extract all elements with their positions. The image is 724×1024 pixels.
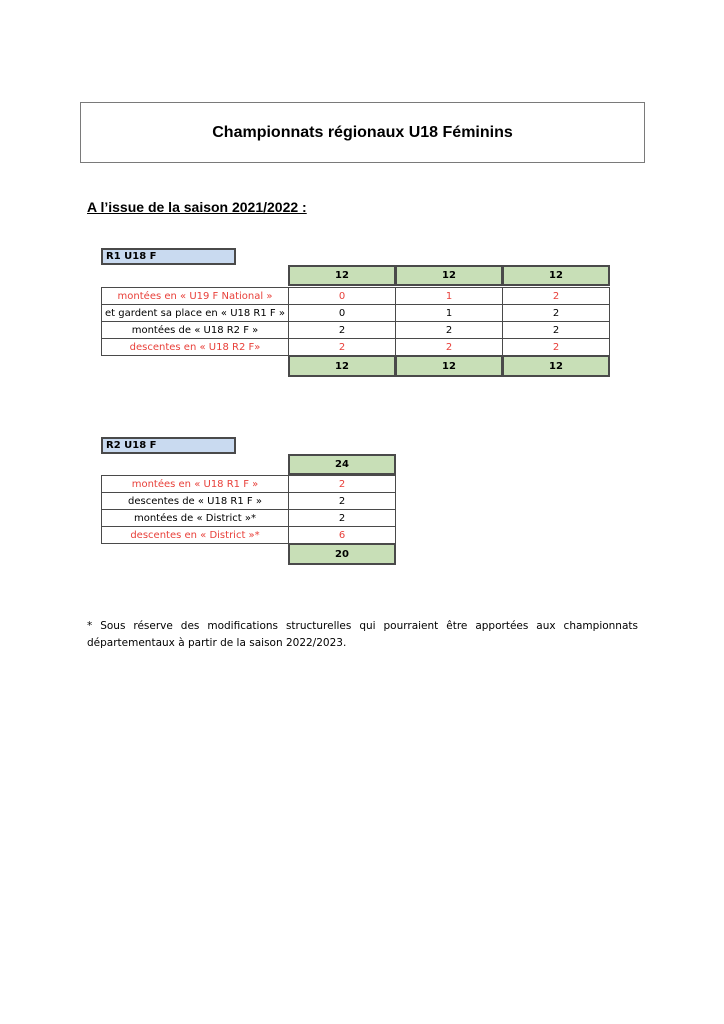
r1-tag: R1 U18 F xyxy=(101,248,236,265)
r2-tag: R2 U18 F xyxy=(101,437,236,454)
r2-row-value: 2 xyxy=(288,509,396,527)
r1-bottom-value: 12 xyxy=(395,355,503,377)
r1-top-value: 12 xyxy=(395,265,503,286)
r1-row-value: 0 xyxy=(288,304,396,322)
r2-row-label: montées en « U18 R1 F » xyxy=(101,475,289,493)
r1-row-label: et gardent sa place en « U18 R1 F » xyxy=(101,304,289,322)
r1-row-value: 2 xyxy=(502,304,610,322)
r1-row-value: 1 xyxy=(395,287,503,305)
r2-row-label: descentes de « U18 R1 F » xyxy=(101,492,289,510)
r1-row-value: 2 xyxy=(502,287,610,305)
r1-bottom-value: 12 xyxy=(502,355,610,377)
r2-top-value: 24 xyxy=(288,454,396,475)
document-title: Championnats régionaux U18 Féminins xyxy=(212,123,513,141)
r1-row-label: descentes en « U18 R2 F» xyxy=(101,338,289,356)
document-title-box xyxy=(80,102,645,163)
footnote: * Sous réserve des modifications structurelles qui pourraient être apportées aux championnats départementaux à partir de la saison 2022/2023. xyxy=(87,620,638,649)
r2-row-value: 6 xyxy=(288,526,396,544)
r1-row-value: 1 xyxy=(395,304,503,322)
r1-row-value: 2 xyxy=(288,338,396,356)
r2-row-value: 2 xyxy=(288,492,396,510)
r1-bottom-value: 12 xyxy=(288,355,396,377)
r2-row-label: descentes en « District »* xyxy=(101,526,289,544)
r1-row-value: 2 xyxy=(395,338,503,356)
section-heading: A l’issue de la saison 2021/2022 : xyxy=(87,199,307,215)
r1-row-label: montées en « U19 F National » xyxy=(101,287,289,305)
r1-row-value: 2 xyxy=(288,321,396,339)
r1-row-value: 2 xyxy=(502,321,610,339)
r2-bottom-value: 20 xyxy=(288,543,396,565)
r2-row-label: montées de « District »* xyxy=(101,509,289,527)
r1-top-value: 12 xyxy=(288,265,396,286)
r1-row-label: montées de « U18 R2 F » xyxy=(101,321,289,339)
r1-row-value: 2 xyxy=(395,321,503,339)
r1-row-value: 2 xyxy=(502,338,610,356)
r1-row-value: 0 xyxy=(288,287,396,305)
r2-row-value: 2 xyxy=(288,475,396,493)
r1-top-value: 12 xyxy=(502,265,610,286)
